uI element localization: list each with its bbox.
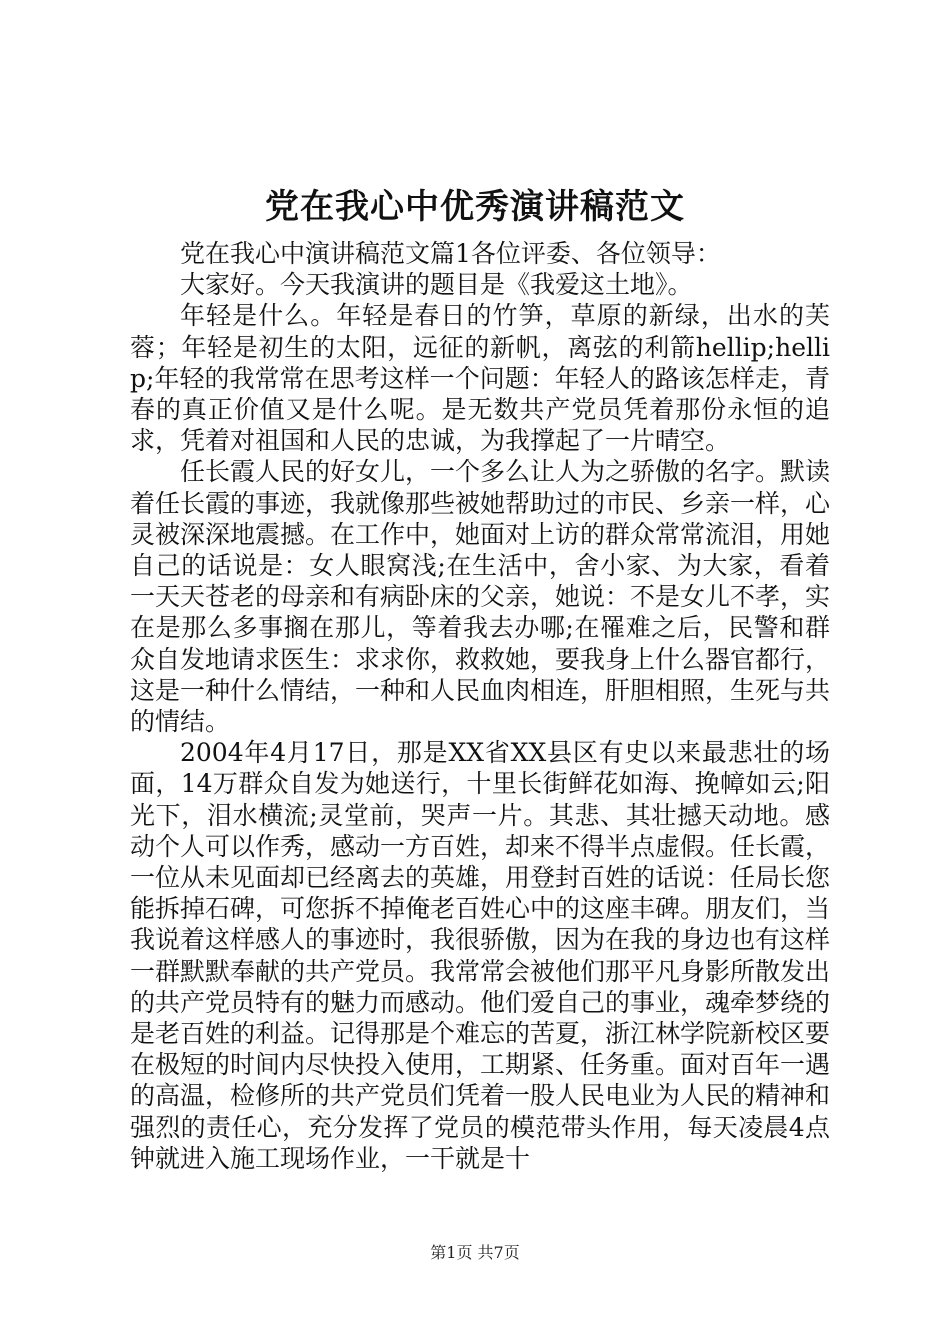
paragraph-greeting: 大家好。今天我演讲的题目是《我爱这土地》。 xyxy=(180,270,693,300)
document-body xyxy=(130,238,830,1174)
document-title: 党在我心中优秀演讲稿范文 xyxy=(265,187,685,227)
paragraph-intro: 党在我心中演讲稿范文篇1各位评委、各位领导： xyxy=(180,239,721,268)
page-footer: 第1页 共7页 xyxy=(430,1243,520,1262)
paragraph-ren-changxia: 任长霞人民的好女儿，一个多么让人为之骄傲的名字。默读着任长霞的事迹，我就像那些被她帮助过的市民、乡亲一样，心灵被深深地震撼。在工作中，她面对上访的群众常常流泪，用她自己的话说是：女人眼窝浅;在生活中，舍小家、为大家，看着一天天苍老的母亲和有病卧床的父亲，她说：不是女儿不孝，实在是那么多事搁在那儿，等着我去办哪;在罹难之后，民警和群众自发地请求医生：求求你，救救她，要我身上什么器官都行，这是一种什么情结，一种和人民血肉相连，肝胆相照，生死与共的情结。 xyxy=(130,457,831,737)
paragraph-youth: 年轻是什么。年轻是春日的竹笋，草原的新绿，出水的芙蓉；年轻是初生的太阳，远征的新帆，离弦的利箭hellip;hellip;年轻的我常常在思考这样一个问题：年轻人的路该怎样走，青春的真正价值又是什么呢。是无数共产党员凭着那份永恒的追求，凭着对祖国和人民的忠诚，为我撑起了一片晴空。 xyxy=(130,301,830,456)
paragraph-2004: 2004年4月17日，那是XX省XX县区有史以来最悲壮的场面，14万群众自发为她送行，十里长街鲜花如海、挽幛如云;阳光下，泪水横流;灵堂前，哭声一片。其悲、其壮撼天动地。感动个人可以作秀，感动一方百姓，却来不得半点虚假。任长霞，一位从未见面却已经离去的英雄，用登封百姓的话说：任局长您能拆掉石碑，可您拆不掉俺老百姓心中的这座丰碑。朋友们，当我说着这样感人的事迹时，我很骄傲，因为在我的身边也有这样一群默默奉献的共产党员。我常常会被他们那平凡身影所散发出的共产党员特有的魅力而感动。他们爱自己的事业，魂牵梦绕的是老百姓的利益。记得那是个难忘的苦夏，浙江林学院新校区要在极短的时间内尽快投入使用，工期紧、任务重。面对百年一遇的高温，检修所的共产党员们凭着一股人民电业为人民的精神和强烈的责任心，充分发挥了党员的模范带头作用，每天凌晨4点钟就进入施工现场作业，一干就是十 xyxy=(130,738,831,1173)
